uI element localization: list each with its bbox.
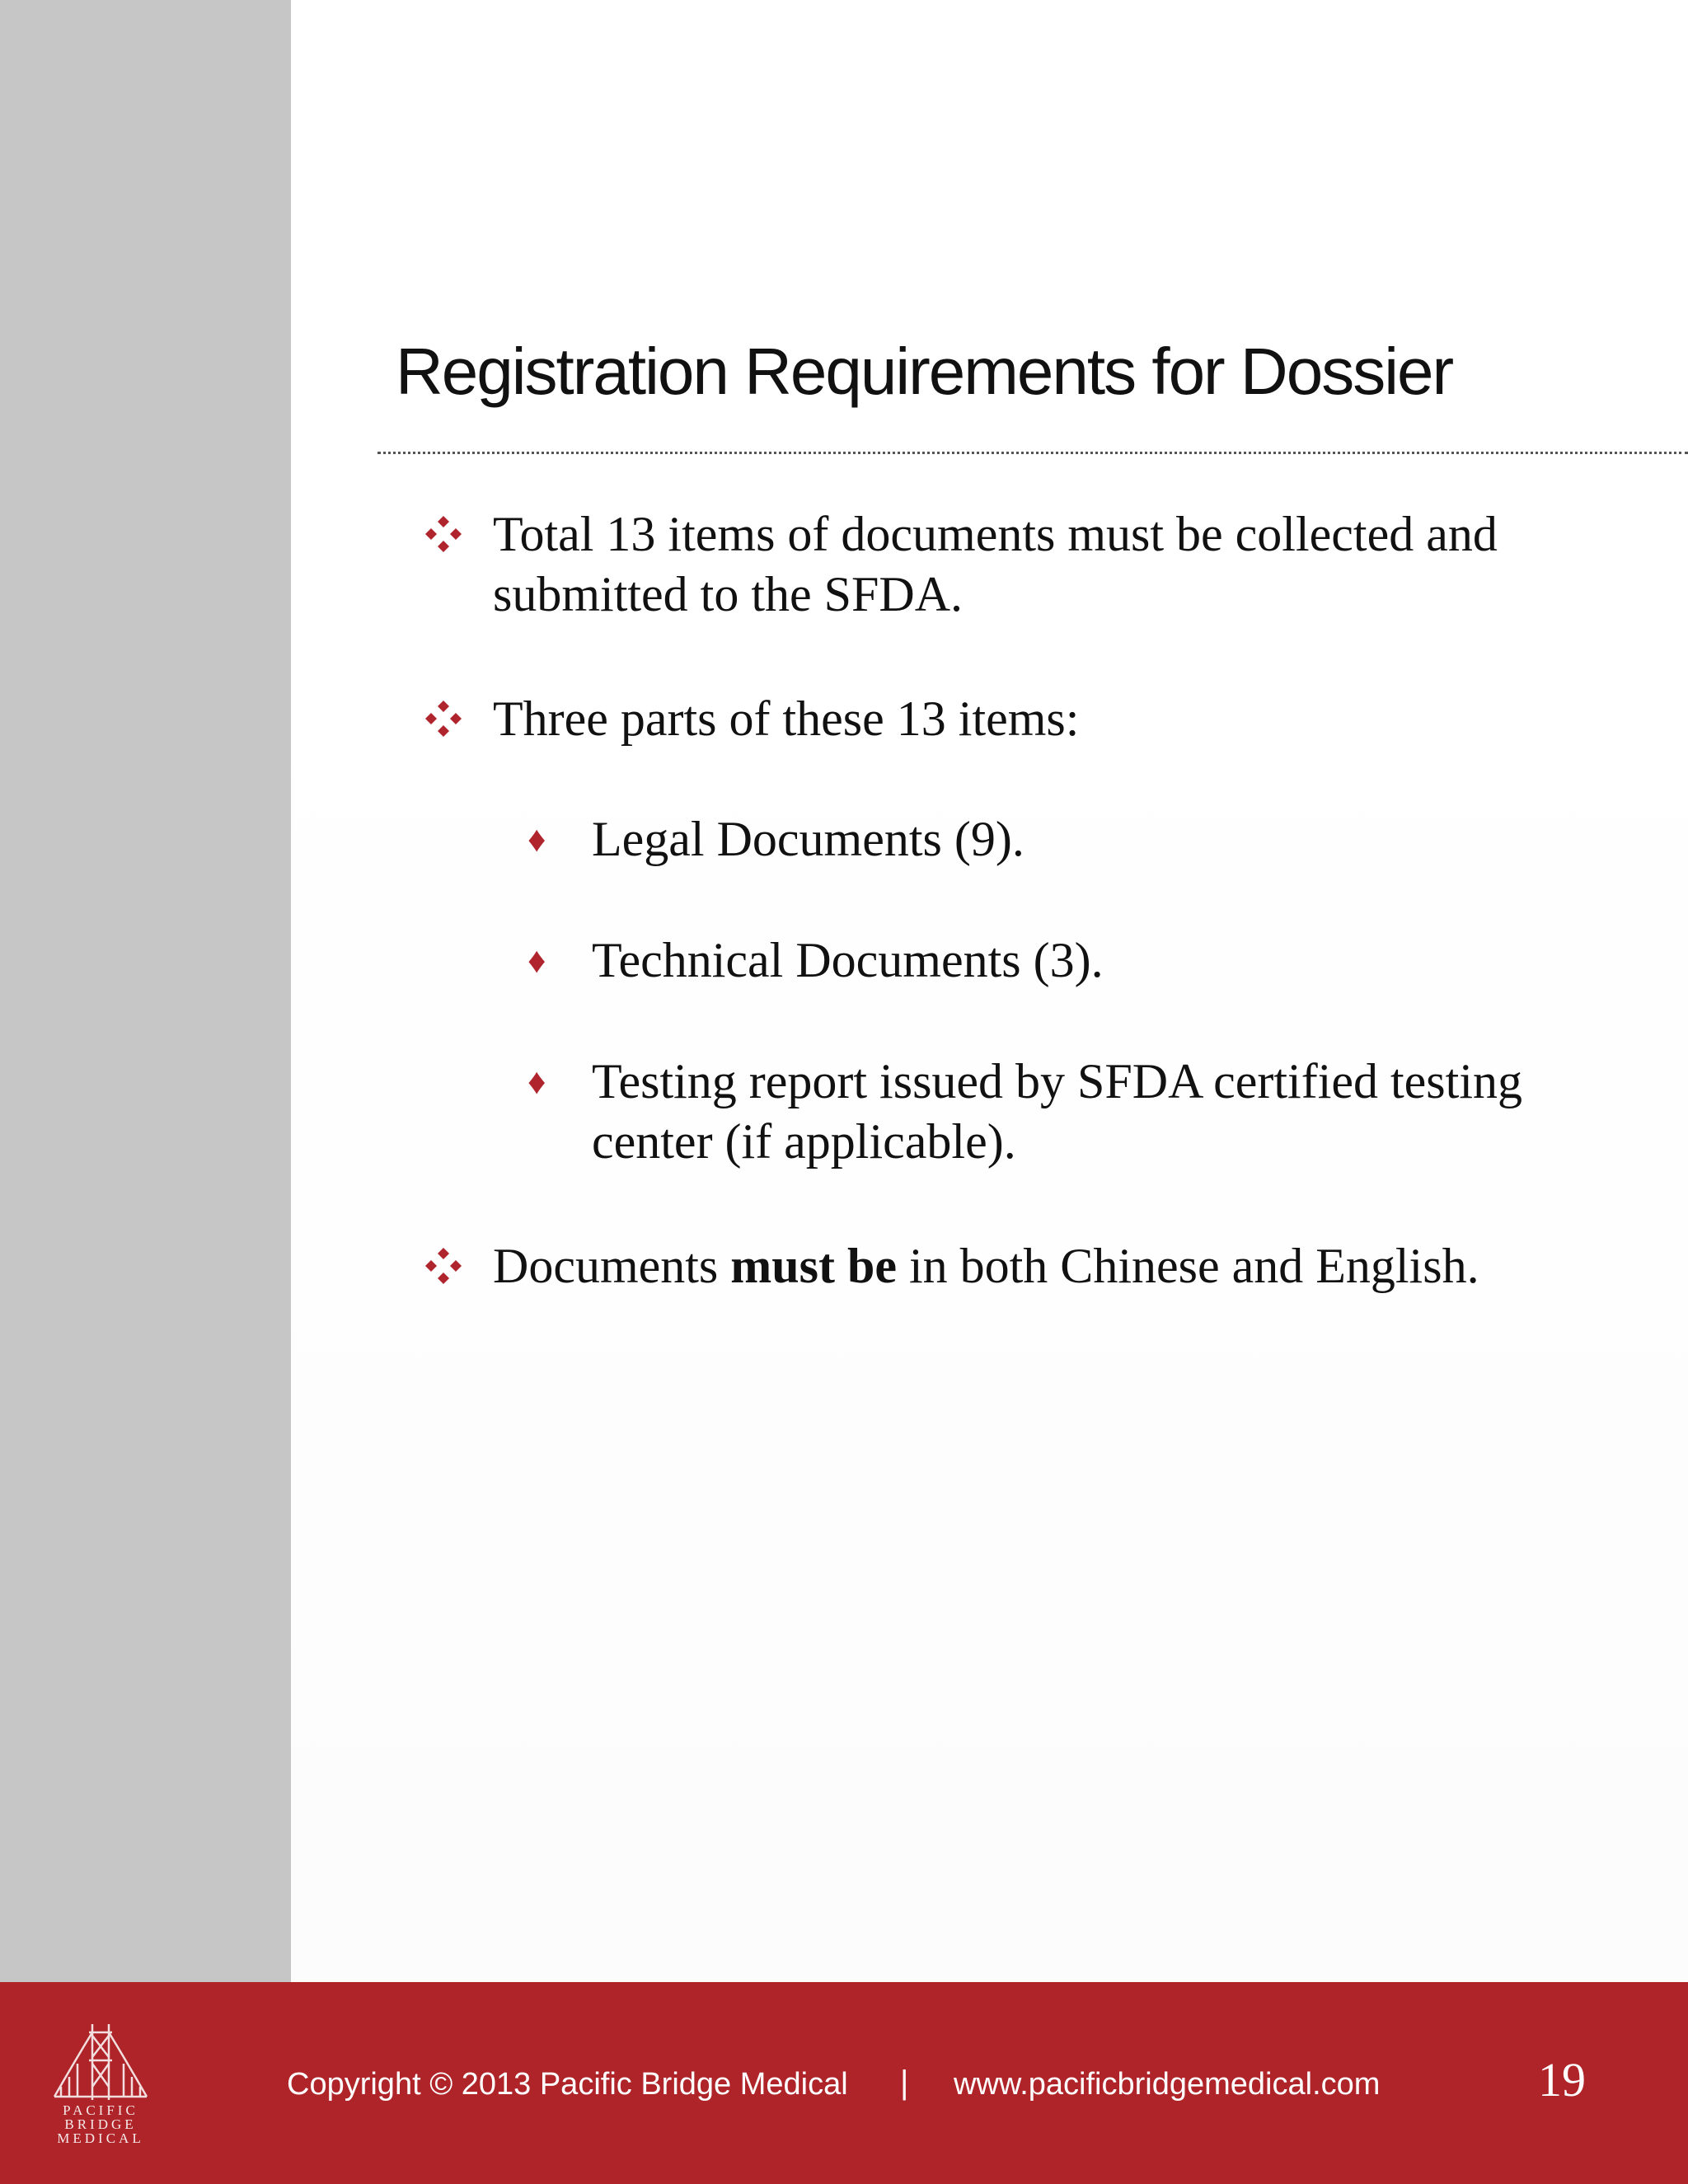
sub-bullet-line: Legal Documents (9). — [592, 812, 1025, 866]
bullet-line: Three parts of these 13 items: — [493, 691, 1080, 746]
four-diamond-icon — [422, 1244, 465, 1287]
bullet-item-3 — [493, 1236, 1647, 1296]
diamond-icon: ♦ — [528, 1062, 546, 1102]
bullet-line — [493, 1236, 1647, 1296]
bullet-line: Total 13 items of documents must be collected and — [493, 507, 1498, 561]
logo-text-medical: MEDICAL — [57, 2130, 144, 2144]
footer-website-link[interactable]: www.pacificbridgemedical.com — [954, 2067, 1381, 2102]
sub-bullet-line: Technical Documents (3). — [592, 933, 1104, 987]
bullet-text-before: Documents — [493, 1239, 731, 1293]
bullet-item-2 — [493, 689, 1647, 749]
left-sidebar — [0, 0, 291, 1982]
sub-bullet-item-3 — [592, 1052, 1655, 1172]
four-diamond-icon — [422, 513, 465, 555]
sub-bullet-line: Testing report issued by SFDA certified testing — [592, 1054, 1522, 1108]
sub-bullet-line: center (if applicable). — [592, 1114, 1016, 1169]
logo-text-pacific: PACIFIC — [63, 2102, 138, 2118]
diamond-icon: ♦ — [528, 940, 546, 981]
bullet-text-bold: must be — [730, 1239, 897, 1293]
four-diamond-icon — [422, 697, 465, 740]
title-divider — [377, 452, 1688, 454]
sub-bullet-item-1 — [592, 809, 1655, 869]
bullet-item-1 — [493, 504, 1647, 625]
pacific-bridge-medical-logo — [51, 2021, 150, 2144]
bullet-line: submitted to the SFDA. — [493, 567, 964, 621]
sub-bullet-item-2 — [592, 930, 1655, 991]
logo-text-bridge: BRIDGE — [64, 2116, 137, 2132]
bullet-text-after: in both Chinese and English. — [896, 1239, 1479, 1293]
footer-separator: | — [900, 2064, 909, 2101]
page-number: 19 — [1538, 2053, 1586, 2107]
slide-title: Registration Requirements for Dossier — [396, 335, 1453, 408]
footer-copyright: Copyright © 2013 Pacific Bridge Medical — [287, 2067, 848, 2102]
diamond-icon: ♦ — [528, 819, 546, 860]
